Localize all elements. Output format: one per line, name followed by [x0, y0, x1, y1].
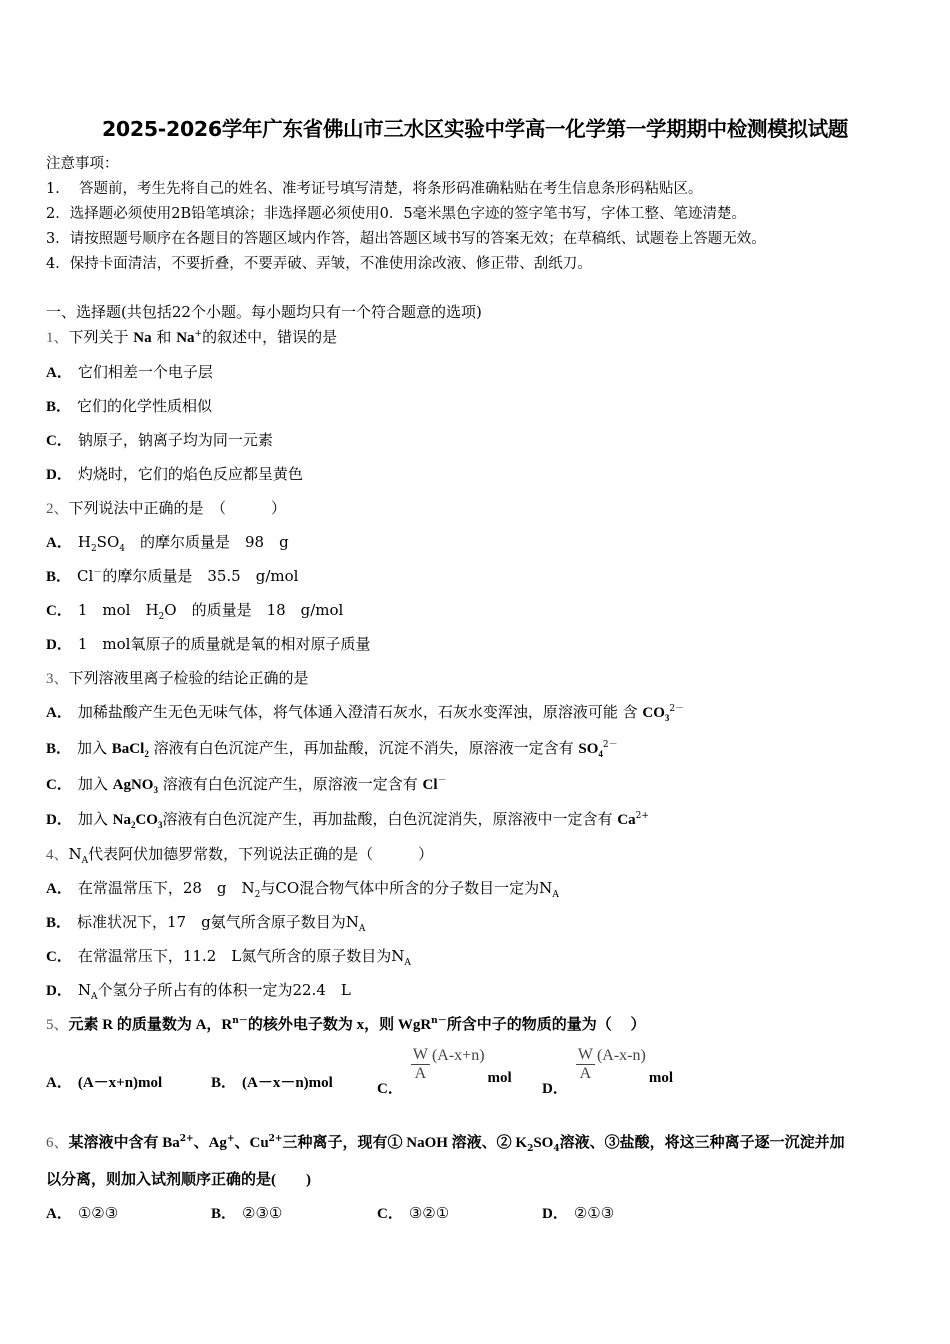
charge: 2－ [669, 704, 685, 714]
expression: (A-x-n) [596, 1046, 646, 1064]
option-text: 灼烧时，它们的焰色反应都呈黄色 [77, 465, 303, 483]
formula: CO [642, 705, 665, 721]
question-6-option-b[interactable] [211, 1202, 282, 1223]
question-2-option-b[interactable] [46, 565, 298, 586]
question-1-stem [46, 326, 337, 347]
notes-heading: 注意事项： [46, 156, 119, 172]
option-label: C． [46, 949, 72, 965]
option-label: C． [46, 777, 72, 793]
question-number: 1、 [46, 330, 69, 346]
section-heading: 一、选择题(共包括22个小题。每小题均只有一个符合题意的选项) [46, 303, 482, 321]
question-6-stem [46, 1131, 845, 1152]
subscript: 3 [153, 785, 158, 795]
subscript: 2 [527, 1144, 534, 1154]
option-label: A． [46, 705, 72, 721]
charge: + [194, 329, 203, 339]
option-text: ①②③ [77, 1206, 119, 1222]
charge: 2+ [635, 811, 649, 821]
option-label: A． [46, 1075, 72, 1091]
option-text: SO [96, 533, 120, 551]
question-4-option-b[interactable] [46, 911, 365, 932]
option-text: ③②① [408, 1206, 450, 1222]
option-text: 标准状况下，17 g氨气所含原子数目为N [77, 913, 359, 931]
charge: + [226, 1134, 235, 1144]
subscript: A [404, 958, 411, 968]
stem-text: 、Ag [193, 1135, 227, 1151]
option-text: 加入 [77, 810, 113, 828]
question-1-option-d[interactable] [46, 463, 303, 484]
stem-text: 溶液、③盐酸，将这三种离子逐一沉淀并加 [559, 1135, 845, 1151]
option-label: C． [46, 433, 72, 449]
question-2-option-a[interactable] [46, 531, 289, 552]
subscript: A [90, 992, 98, 1002]
option-label: D． [46, 983, 72, 999]
question-2-option-d[interactable] [46, 633, 370, 654]
option-label: C． [377, 1206, 403, 1222]
option-text: 加入 [77, 739, 112, 757]
expression: (A-x+n) [431, 1046, 485, 1064]
option-text: 在常温常压下，28 g N [77, 879, 255, 897]
subscript: 2 [158, 612, 165, 622]
charge: 2－ [602, 740, 618, 750]
stem-text: 、Cu [234, 1135, 269, 1151]
subscript: 3 [664, 713, 670, 723]
option-label: A． [46, 881, 72, 897]
option-text: 加稀盐酸产生无色无味气体，将气体通入澄清石灰水，石灰水变浑浊，原溶液可能 含 [77, 703, 643, 721]
subscript: 4 [598, 749, 603, 759]
subscript: A [81, 856, 89, 866]
subscript: 2 [130, 820, 136, 830]
stem-text: 下列关于 [68, 328, 134, 346]
formula: SO [578, 741, 599, 757]
subscript: 4 [553, 1144, 560, 1154]
option-text: H [77, 533, 91, 551]
option-text: 1 mol氧原子的质量就是氧的相对原子质量 [77, 635, 371, 653]
option-text: 在常温常压下，11.2 L氮气所含的原子数目为N [77, 947, 405, 965]
option-label: B． [46, 741, 72, 757]
option-label: C． [377, 1080, 403, 1097]
question-5-option-b[interactable] [211, 1071, 333, 1092]
question-2-option-c[interactable] [46, 599, 343, 620]
option-text: (A－x+n)mol [77, 1075, 163, 1091]
question-6-option-a[interactable] [46, 1202, 118, 1223]
fraction-numerator: W [412, 1046, 428, 1063]
question-number: 2、 [46, 501, 69, 517]
question-5-option-d[interactable] [542, 1046, 673, 1097]
question-2-stem [46, 497, 286, 518]
question-1-option-a[interactable] [46, 361, 213, 382]
formula: Na [112, 812, 131, 828]
option-label: B． [46, 915, 72, 931]
question-1-option-c[interactable] [46, 429, 273, 450]
formula: Na [176, 330, 195, 346]
fraction-numerator: W [577, 1046, 593, 1063]
subscript: 2 [144, 749, 149, 759]
option-text: 溶液有白色沉淀产生，再加盐酸，沉淀不消失，原溶液一定含有 [148, 739, 579, 757]
stem-text: N [68, 845, 82, 863]
subscript: 2 [254, 890, 261, 900]
option-text: 它们相差一个电子层 [77, 363, 213, 381]
option-text: 1 mol H [77, 601, 159, 619]
subscript: A [552, 890, 559, 900]
notes-item-3: 3．请按照题号顺序在各题目的答题区域内作答，超出答题区域书写的答案无效；在草稿纸、试题卷上答题无效。 [46, 231, 766, 247]
option-text: 溶液有白色沉淀产生，原溶液一定含有 [157, 775, 423, 793]
question-4-option-c[interactable] [46, 945, 411, 966]
page-title: 2025-2026学年广东省佛山市三水区实验中学高一化学第一学期期中检测模拟试题 [101, 117, 849, 141]
charge: 2+ [179, 1134, 194, 1144]
question-number: 4、 [46, 847, 69, 863]
notes-item-2: 2．选择题必须使用2B铅笔填涂；非选择题必须使用0．5毫米黑色字迹的签字笔书写，字体工整、笔迹清楚。 [46, 206, 747, 222]
question-number: 6、 [46, 1135, 69, 1151]
formula: Ca [617, 812, 636, 828]
formula: BaCl [111, 741, 145, 757]
notes-item-4: 4．保持卡面清洁，不要折叠，不要弄破、弄皱，不准使用涂改液、修正带、刮纸刀。 [46, 256, 592, 272]
fraction-denominator: A [414, 1065, 427, 1082]
charge: － [93, 568, 103, 578]
option-label: D． [542, 1080, 568, 1097]
option-text: 它们的化学性质相似 [77, 397, 213, 415]
unit: mol [487, 1069, 512, 1086]
option-label: C． [46, 603, 72, 619]
notes-item-1: 1. 答题前，考生先将自己的姓名、准考证号填写清楚，将条形码准确粘贴在考生信息条形码粘贴区。 [46, 181, 703, 197]
option-text: 溶液有白色沉淀产生，再加盐酸，白色沉淀消失，原溶液中一定含有 [162, 810, 618, 828]
formula: CO [135, 812, 158, 828]
stem-text: 元素 R 的质量数为 A，R [68, 1017, 233, 1033]
option-text: (A－x－n)mol [242, 1075, 333, 1091]
option-text: Cl [77, 567, 94, 585]
question-6-option-c[interactable] [377, 1202, 449, 1223]
option-text: 的摩尔质量是 98 g [124, 533, 289, 551]
formula: Na [133, 330, 152, 346]
question-3-option-b[interactable] [46, 737, 618, 758]
stem-text: 和 [151, 328, 177, 346]
stem-text: 的核外电子数为 x，则 WgR [247, 1017, 432, 1033]
question-4-stem [46, 843, 433, 864]
question-6-option-d[interactable] [542, 1202, 614, 1223]
option-label: B． [211, 1206, 237, 1222]
option-label: D． [46, 812, 72, 828]
question-5-stem [46, 1013, 645, 1034]
option-label: A． [46, 365, 72, 381]
stem-text: 所含中子的物质的量为（ ） [446, 1017, 646, 1033]
subscript: 2 [90, 544, 97, 554]
stem-text: 三种离子，现有① NaOH 溶液、② K [282, 1135, 528, 1151]
question-3-option-d[interactable] [46, 808, 649, 829]
question-6-stem-line2: 以分离，则加入试剂顺序正确的是( ) [46, 1172, 311, 1188]
option-text: 钠原子，钠离子均为同一元素 [77, 431, 273, 449]
option-text: 加入 [77, 775, 113, 793]
option-text: 的摩尔质量是 35.5 g/mol [102, 567, 299, 585]
option-text: 个氢分子所占有的体积一定为22.4 L [97, 981, 351, 999]
question-3-option-c[interactable] [46, 773, 447, 794]
formula: AgNO [112, 777, 154, 793]
option-text: 与CO混合物气体中所含的分子数目一定为N [260, 879, 553, 897]
question-5-option-c[interactable] [377, 1046, 512, 1097]
option-label: B． [211, 1075, 237, 1091]
subscript: A [358, 924, 366, 934]
fraction-denominator: A [579, 1065, 592, 1082]
option-label: B． [46, 399, 72, 415]
stem-text: 代表阿伏加德罗常数，下列说法正确的是（ ） [88, 845, 434, 863]
subscript: 4 [119, 544, 125, 554]
question-3-option-a[interactable] [46, 701, 684, 722]
option-label: B． [46, 569, 72, 585]
option-label: D． [46, 637, 72, 653]
charge: n－ [232, 1016, 248, 1026]
stem-text: 下列溶液里离子检验的结论正确的是 [68, 669, 309, 687]
option-text: N [77, 981, 91, 999]
question-4-option-a[interactable] [46, 877, 559, 898]
question-number: 5、 [46, 1017, 69, 1033]
question-1-option-b[interactable] [46, 395, 212, 416]
option-label: D． [542, 1206, 568, 1222]
stem-text: SO [533, 1135, 554, 1151]
fraction [576, 1046, 595, 1083]
option-label: A． [46, 535, 72, 551]
option-text: ②③① [242, 1206, 283, 1222]
option-text: O 的质量是 18 g/mol [164, 601, 344, 619]
question-3-stem [46, 667, 309, 688]
unit: mol [648, 1069, 673, 1086]
question-number: 3、 [46, 671, 69, 687]
fraction [411, 1046, 430, 1083]
subscript: 3 [157, 820, 163, 830]
stem-text: 某溶液中含有 Ba [68, 1135, 180, 1151]
charge: － [437, 776, 447, 786]
question-5-option-a[interactable] [46, 1071, 162, 1092]
stem-text: 的叙述中，错误的是 [202, 328, 338, 346]
option-label: A． [46, 1206, 72, 1222]
formula: Cl [422, 777, 438, 793]
option-label: D． [46, 467, 72, 483]
option-text: ②①③ [573, 1206, 615, 1222]
question-4-option-d[interactable] [46, 979, 351, 1000]
stem-text: 下列说法中正确的是 （ ） [68, 499, 287, 517]
charge: n－ [431, 1016, 447, 1026]
charge: 2+ [268, 1134, 283, 1144]
